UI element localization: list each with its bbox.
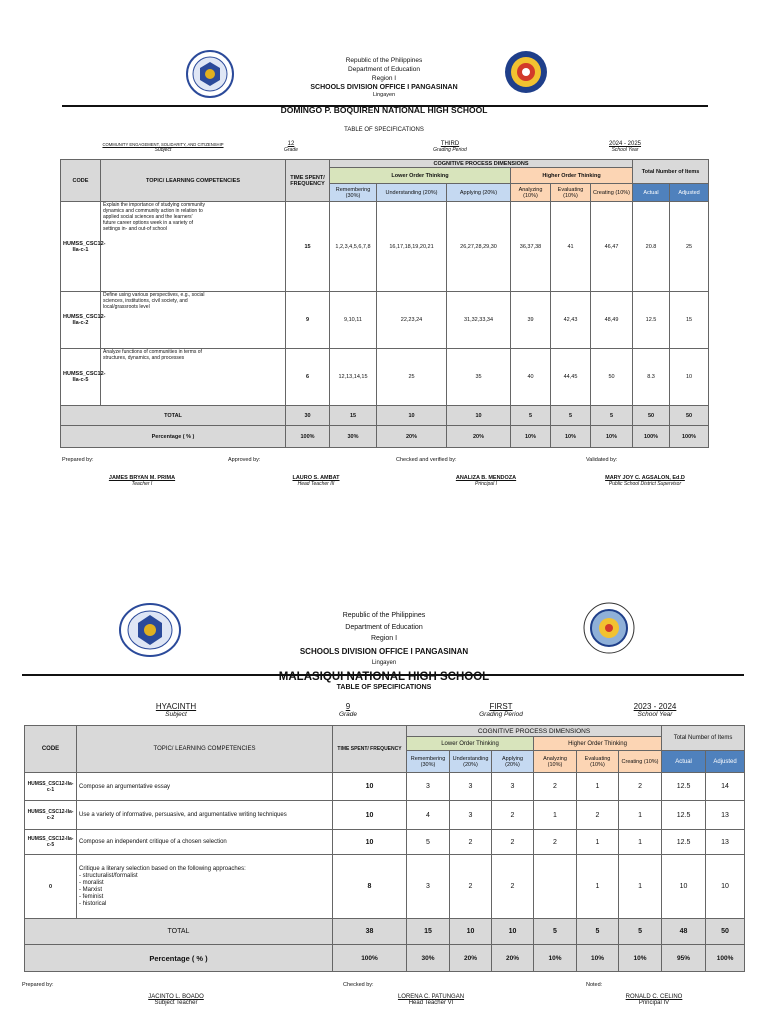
total-items-header: Total Number of Items xyxy=(633,160,709,184)
signatory-3: RONALD C. CELINO Principal IV xyxy=(625,994,683,1006)
signatory-4: MARY JOY C. AGSALON, Ed.D Public School District Supervisor xyxy=(605,475,685,487)
subject-field: HYACINTH Subject xyxy=(155,702,197,718)
school-name: MALASIQUI NATIONAL HIGH SCHOOL xyxy=(278,671,490,683)
subject-field: COMMUNITY ENGAGEMENT, SOLIDARITY, AND CITIZENSHIP Subject xyxy=(102,142,224,153)
doc2-spec-table: CODE TOPIC/ LEARNING COMPETENCIES TIME SPENT/ FREQUENCY COGNITIVE PROCESS DIMENSIONS Total Number of Items Lower Order Thinking Higher Order Thinking Remembering (30%) Understanding (20%) Applying (20%) Analyzing (10%) Evaluating (10%) Creating (10%) Actual Adjusted HUMSS_CSC12-IIa-c-1 Compose an argumentative essay 10 3 3 3 2 1 2 12.5 14 HUMSS_CSC12-IIa-c-2 Use a variety of informative, persuasive, and argumentative writing techniques 10 4 3 2 1 2 1 12.5 13 HUMSS_CSC12-IIa-c-5 Compose an independent critique of a chosen selection 10 5 2 2 2 1 1 12.5 13 0 Critique a literary selection based on the following approaches: - structuralist/formalist - moralist - Marxist - feminist - historical 8 3 2 2 1 1 10 10 TOTAL 38 15 10 10 5 5 5 48 50 Percentage ( % ) 100% 30% 20% 20% 10% 10% 10% 95% 100% xyxy=(24,725,745,972)
doc1-spec-table xyxy=(60,159,709,448)
signatory-2: LAURO S. AMBAT Head Teacher III xyxy=(292,475,340,487)
col-understanding: Understanding (20%) xyxy=(377,184,447,202)
signatory-1: JAMES BRYAN M. PRIMA Teacher I xyxy=(108,475,176,487)
year-field: 2023 - 2024 School Year xyxy=(633,702,677,718)
col-evaluating: Evaluating (10%) xyxy=(551,184,591,202)
total-row: TOTAL 38 15 10 10 5 5 5 48 50 xyxy=(25,919,745,945)
period-field: FIRST Grading Period xyxy=(479,702,523,718)
division-seal-icon xyxy=(504,50,548,94)
col-topic: TOPIC/ LEARNING COMPETENCIES xyxy=(101,160,286,202)
col-applying: Applying (20%) xyxy=(447,184,511,202)
grade-field: 12 Grade xyxy=(284,141,298,153)
region-text: Region I xyxy=(371,75,397,82)
col-remembering: Remembering (30%) xyxy=(330,184,377,202)
col-analyzing: Analyzing (10%) xyxy=(511,184,551,202)
deped-seal-icon xyxy=(186,50,234,98)
school-name: DOMINGO P. BOQUIREN NATIONAL HIGH SCHOOL xyxy=(280,105,488,115)
table-row: HUMSS_CSC12-IIa-c-5 Analyze functions of communities in terms of structures, dynamics, and processes 6 12,13,14,15 25 35 40 44,45 50 8.3 10 xyxy=(61,349,709,406)
table-row: HUMSS_CSC12-IIa-c-1 Compose an argumentative essay 10 3 3 3 2 1 2 12.5 14 xyxy=(25,773,745,801)
year-field: 2024 - 2025 School Year xyxy=(608,141,642,153)
table-row: HUMSS_CSC12-IIa-c-1 Explain the importance of studying community dynamics and community action in relation to applied social sciences and the learners' future career options week in a variety of settings in- and out-of school 15 1,2,3,4,5,6,7,8 16,17,18,19,20,21 26,27,28,29,30 36,37,38 41 46,47 20.8 25 xyxy=(61,202,709,292)
division-seal-icon xyxy=(583,602,635,654)
total-row: TOTAL 30 15 10 10 5 5 5 50 50 xyxy=(61,406,709,426)
percentage-row: Percentage ( % ) 100% 30% 20% 20% 10% 10% 10% 95% 100% xyxy=(25,945,745,972)
table-row: 0 Critique a literary selection based on the following approaches: - structuralist/formalist - moralist - Marxist - feminist - historical 8 3 2 2 1 1 10 10 xyxy=(25,855,745,919)
department-text: Department of Education xyxy=(348,66,420,73)
table-row: HUMSS_CSC12-IIa-c-2 Use a variety of informative, persuasive, and argumentative writing techniques 10 4 3 2 1 2 1 12.5 13 xyxy=(25,801,745,830)
doc-title: TABLE OF SPECIFICATIONS xyxy=(344,127,424,133)
col-time: TIME SPENT/ FREQUENCY xyxy=(286,160,330,202)
signatory-2: LORENA C. PATUNGAN Head Teacher VI xyxy=(397,994,465,1006)
signatory-3: ANALIZA B. MENDOZA Principal I xyxy=(455,475,517,487)
grade-field: 9 Grade xyxy=(338,702,358,718)
division-text: SCHOOLS DIVISION OFFICE I PANGASINAN xyxy=(310,84,458,91)
republic-text: Republic of the Philippines xyxy=(345,57,423,64)
table-row: HUMSS_CSC12-IIa-c-2 Define using various perspectives, e.g., social sciences, institutions, civil society, and local/grassroots level 9 9,10,11 22,23,24 31,32,33,34 39 42,43 48,49 12.5 15 xyxy=(61,292,709,349)
lower-order-header: Lower Order Thinking xyxy=(330,168,511,184)
period-field: THIRD Grading Period xyxy=(433,141,467,153)
col-creating: Creating (10%) xyxy=(591,184,633,202)
col-actual: Actual xyxy=(633,184,670,202)
city-text: Lingayen xyxy=(372,92,396,98)
higher-order-header: Higher Order Thinking xyxy=(511,168,633,184)
col-adjusted: Adjusted xyxy=(670,184,709,202)
col-code: CODE xyxy=(61,160,101,202)
deped-seal-icon xyxy=(118,603,182,657)
table-row: HUMSS_CSC12-IIa-c-5 Compose an independent critique of a chosen selection 10 5 2 2 2 1 1 12.5 13 xyxy=(25,830,745,855)
signatory-1: JACINTO L. BOADO Subject Teacher xyxy=(148,994,204,1006)
cognitive-header: COGNITIVE PROCESS DIMENSIONS xyxy=(330,160,633,168)
percentage-row: Percentage ( % ) 100% 30% 20% 20% 10% 10% 10% 100% 100% xyxy=(61,426,709,448)
doc-title: TABLE OF SPECIFICATIONS xyxy=(336,684,432,691)
